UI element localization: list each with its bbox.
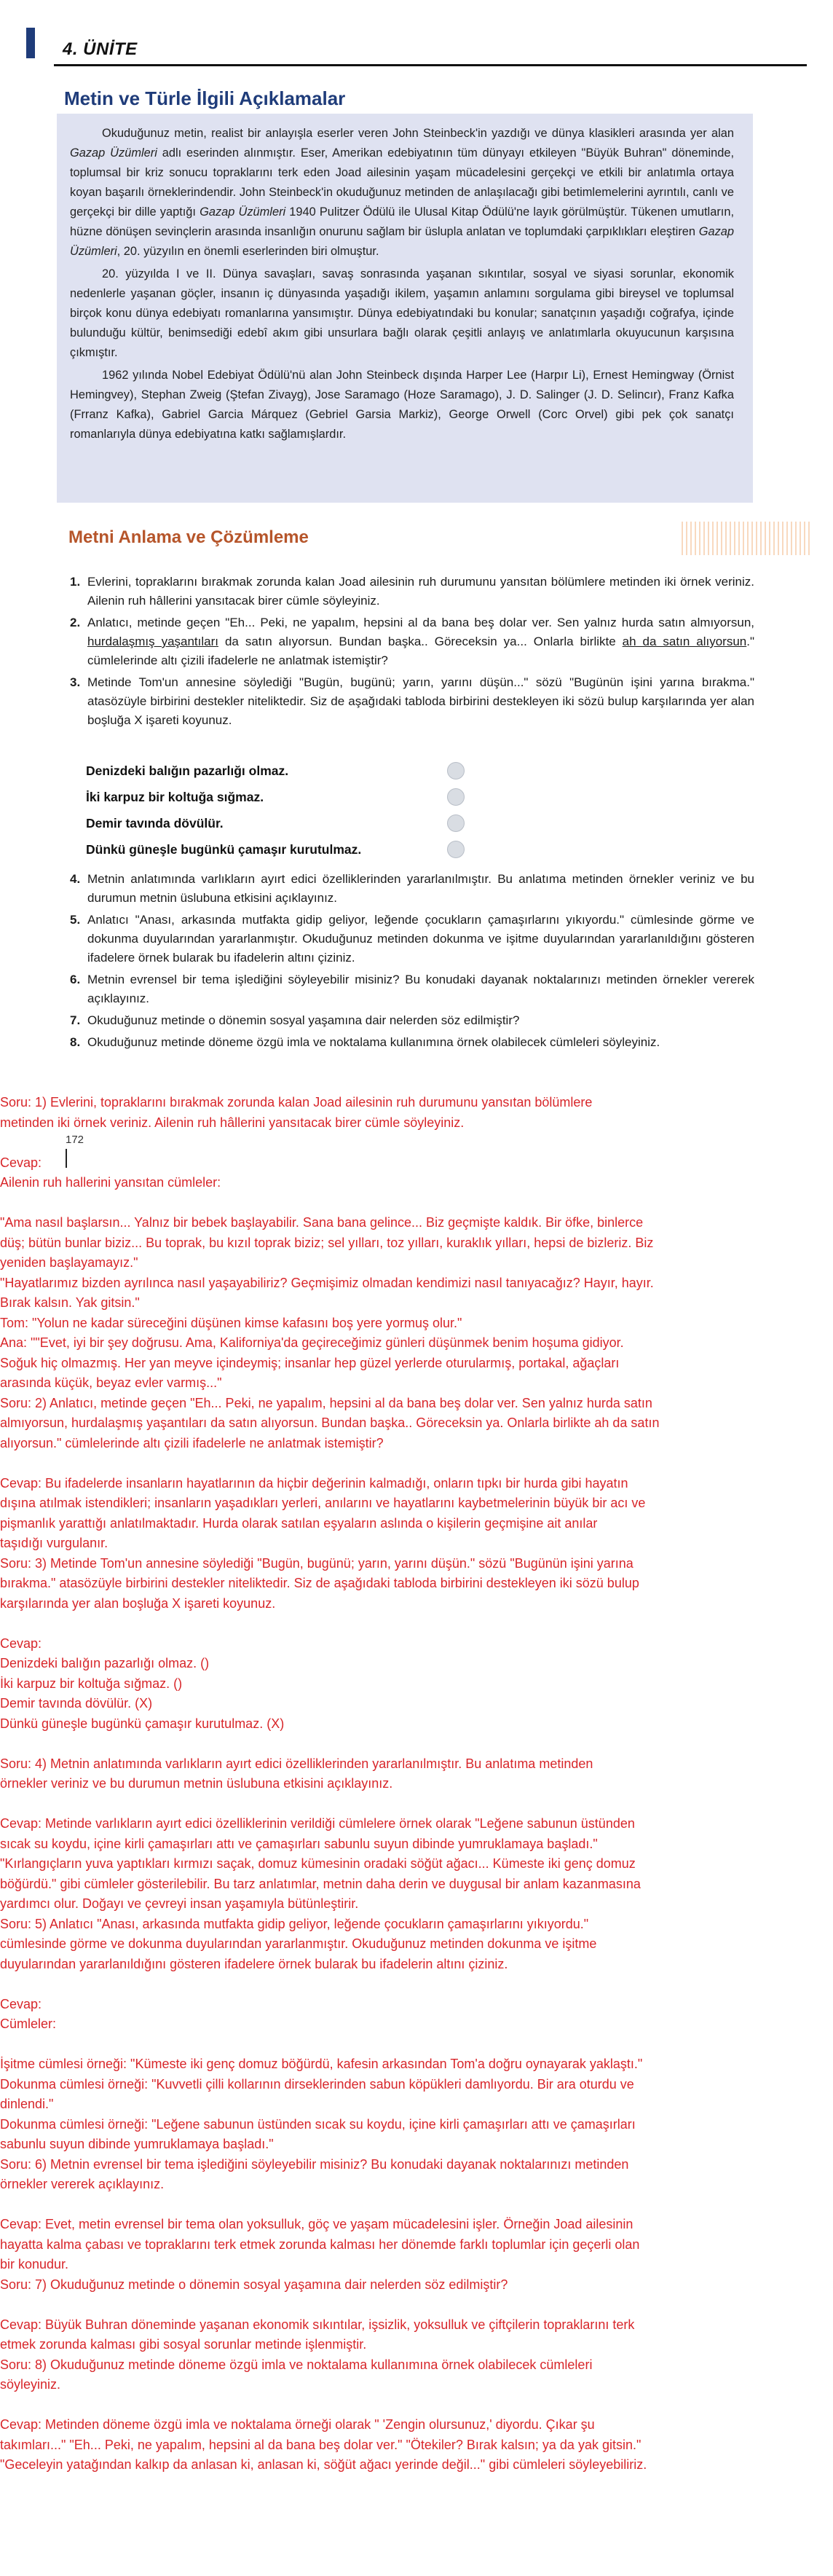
answer-line: cümlesinde görme ve dokunma duyularından yararlanmıştır. Okuduğunuz metinden dokunma ve işitme: [0, 1936, 597, 1951]
answer-line: Ana: ""Evet, iyi bir şey doğrusu. Ama, Kaliforniya'da geçireceğimiz günleri düşünmek benim hoşuma gidiyor.: [0, 1335, 624, 1350]
question-text: Okuduğunuz metinde o dönemin sosyal yaşamına dair nelerden söz edilmiştir?: [87, 1013, 520, 1027]
answer-line: [0, 2035, 833, 2055]
underlined-phrase: hurdalaşmış yaşantıları: [87, 635, 218, 648]
answer-line: alıyorsun." cümlelerinde altı çizili ifadelerle ne anlatmak istemiştir?: [0, 1435, 384, 1450]
answer-line: [0, 1734, 833, 1754]
answer-line: [0, 1193, 833, 1214]
section-title: Metin ve Türle İlgili Açıklamalar: [64, 87, 346, 109]
answer-line: "Kırlangıçların yuva yaptıkları kırmızı saçak, domuz kümesinin oradaki söğüt ağacı... Kümeste iki genç domuz: [0, 1856, 636, 1871]
answer-line: Cevap: Büyük Buhran döneminde yaşanan ekonomik sıkıntılar, işsizlik, yoksulluk ve çiftçilerin topraklarını terk: [0, 2317, 635, 2332]
question-number: 8.: [70, 1035, 81, 1049]
analysis-title: Metni Anlama ve Çözümleme: [68, 527, 309, 547]
answer-line: sabunlu suyun dibinde yumruklamaya başladı.": [0, 2137, 274, 2151]
proverb-row: [86, 836, 465, 863]
answer-line: [0, 2295, 833, 2315]
answer-line: Cümleler:: [0, 2017, 57, 2031]
proverb-text: İki karpuz bir koltuğa sığmaz.: [86, 789, 264, 804]
answer-line: Ailenin ruh hallerini yansıtan cümleler:: [0, 1175, 221, 1190]
answer-line: Cevap:: [0, 1155, 42, 1170]
answer-line: bir konudur.: [0, 2257, 69, 2271]
question-number: 2.: [70, 616, 81, 629]
answer-line: [0, 1794, 833, 1815]
answer-line: karşılarında yer alan boşluğa X işareti koyunuz.: [0, 1595, 276, 1611]
answer-line: almıyorsun, hurdalaşmış yaşantıları da satın alıyorsun. Bundan başka.. Göreceksin ya. Onlarla birlikte ah da satın: [0, 1415, 660, 1430]
page-number: 172: [66, 1134, 84, 1146]
explanation-paragraph-1: [70, 124, 734, 262]
explanation-paragraph-3: 1962 yılında Nobel Edebiyat Ödülü'nü alan John Steinbeck dışında Harper Lee (Harpır Li), Ernest Hemingway (Örnist Hemingvey), Stephan Zweig (Ştefan Zivayg), Jose Saramago (Hoze Saramago), J. D. Salinger (J. D. Selincır), Franz Kafka (Frranz Kafka), Gabriel Garcia Márquez (Gebriel Garsia Markiz), George Orwell (Corc Orvel) gibi pek çok sanatçı romanlarıyla dünya edebiyatına katkı sağlamışlardır.: [70, 369, 734, 441]
answer-line: hayatta kalma çabası ve topraklarını terk etmek zorunda kalması her dönemde farklı toplumlar için geçerli olan: [0, 2237, 640, 2252]
p1-text-b: adlı eserinden alınmıştır. Eser, Amerikan edebiyatının tüm dünyayı etkileyen "Büyük Buhran" döneminde, toplumsal bir kriz sonucu topraklarını terk eden Joad ailesinin yaşam mücadelesini gerçekçi ve etkili bir anlatımla ortaya koyan başarılı örneklerindendir. John Steinbeck'in okuduğunuz metinden de anlaşılacağı gibi betimlemelerini ayrıntılı, canlı ve gerçekçi bir dille yaptığı: [70, 146, 734, 219]
answer-line: etmek zorunda kalması gibi sosyal sorunlar metinde işlenmiştir.: [0, 2337, 367, 2352]
answer-line: takımları..." "Eh... Peki, ne yapalım, hepsini al da bana beş dolar ver." "Ötekiler? Bırak kalsın; ya da yak gitsin.": [0, 2437, 641, 2452]
question-text: Metnin anlatımında varlıkların ayırt edici özelliklerinden yararlanılmıştır. Bu anlatıma metinden örnekler veriniz ve bu durumun metnin üslubuna etkisini açıklayınız.: [87, 872, 754, 905]
proverb-text: Denizdeki balığın pazarlığı olmaz.: [86, 763, 289, 778]
answer-line: Bırak kalsın. Yak gitsin.": [0, 1295, 140, 1310]
answer-line: Cevap: Evet, metin evrensel bir tema olan yoksulluk, göç ve yaşam mücadelesini işler. Örneğin Joad ailesinin: [0, 2217, 633, 2231]
question-4: [70, 870, 754, 908]
answer-line: Soru: 6) Metnin evrensel bir tema işlediğini söyleyebilir misiniz? Bu konudaki dayanak noktalarınızı metinden: [0, 2156, 629, 2172]
answer-line: Dünkü güneşle bugünkü çamaşır kurutulmaz. (X): [0, 1716, 285, 1731]
question-text: Anlatıcı "Anası, arkasında mutfakta gidip geliyor, leğende çocukların çamaşırlarını yıkıyordu." cümlesinde görme ve dokunma duyularından yararlanmıştır. Okuduğunuz metinden dokunma ve işitme duyularından yararlanıldığını gösteren ifadelere örnek bularak bu ifadelerin altını çiziniz.: [87, 913, 754, 965]
answer-line: Dokunma cümlesi örneği: "Leğene sabunun üstünden sıcak su koydu, içine kirli çamaşırları attı ve çamaşırları: [0, 2116, 636, 2132]
answer-line: Cevap: Metinden döneme özgü imla ve noktalama örneği olarak " 'Zengin olursunuz,' diyordu. Çıkar şu: [0, 2417, 595, 2432]
answer-line: Cevap:: [0, 1635, 42, 1651]
proverb-checkbox[interactable]: [447, 788, 465, 806]
question-text: Metnin evrensel bir tema işlediğini söyleyebilir misiniz? Bu konudaki dayanak noktalarınızı metinden örnekler vererek açıklayınız.: [87, 973, 754, 1005]
question-text: Evlerini, topraklarını bırakmak zorunda kalan Joad ailesinin ruh durumunu yansıtan bölümlere metinden iki örnek veriniz. Ailenin ruh hâllerini yansıtacak birer cümle söyleyiniz.: [87, 575, 754, 608]
unit-divider: [54, 64, 807, 66]
explanation-paragraph-2: 20. yüzyılda I ve II. Dünya savaşları, savaş sonrasında yaşanan sıkıntılar, sosyal ve siyasi sorunlar, ekonomik nedenlerle yaşanan göçler, insanın iç dünyasında yaşadığı ikilem, yaşamın anlamını sorgulama gibi bireysel ve toplumsal birçok konu dünya edebiyatı romanlarına yansımıştır. Dünya edebiyatındaki bu konular; sanatçının yaşadığı coğrafya, içinde bulunduğu kültür, benimsediği edebî akım gibi unsurlara bağlı olarak çeşitli anlayış ve anlatımlarla okuyucunun karşısına çıkmıştır.: [70, 267, 734, 359]
question-6: [70, 970, 754, 1008]
answer-line: pişmanlık yarattığı anlatılmaktadır. Hurda olarak satılan eşyaların aslında o kişilerin geçmişine ait anılar: [0, 1515, 598, 1531]
answer-line: [0, 2195, 833, 2215]
question-text: [87, 613, 754, 670]
question-number: 6.: [70, 973, 81, 986]
answer-line: örnekler veriniz ve bu durumun metnin üslubuna etkisini açıklayınız.: [0, 1776, 393, 1791]
answer-line: Soru: 4) Metnin anlatımında varlıkların ayırt edici özelliklerinden yararlanılmıştır. Bu anlatıma metinden: [0, 1756, 593, 1771]
question-list-continued: [70, 870, 754, 1055]
book-title: Gazap Üzümleri: [70, 225, 734, 258]
answer-line: Cevap: Metinde varlıkların ayırt edici özelliklerinin verildiği cümlelere örnek olarak "Leğene sabunun üstünden: [0, 1816, 635, 1831]
answer-line: söyleyiniz.: [0, 2377, 61, 2392]
answer-line: dinlendi.": [0, 2097, 54, 2111]
answer-line: dışına atılmak istendikleri; insanların yaşadıkları yerleri, anılarını ve hayatlarını kaybetmelerinin büyük bir acı ve: [0, 1496, 646, 1510]
proverb-row: [86, 784, 465, 810]
answer-line: arasında küçük, beyaz evler varmış...": [0, 1375, 222, 1390]
answer-line: [0, 1453, 833, 1474]
p1-text-d: , 20. yüzyılın en önemli eserlerinden biri olmuştur.: [117, 245, 379, 258]
question-text: Okuduğunuz metinde döneme özgü imla ve noktalama kullanımına örnek olabilecek cümleleri söyleyiniz.: [87, 1035, 660, 1049]
question-3: [70, 673, 754, 730]
question-1: [70, 573, 754, 610]
answer-line: [0, 1974, 833, 1995]
answer-line: duyularından yararlanıldığını gösteren ifadelere örnek bularak bu ifadelerin altını çiziniz.: [0, 1956, 508, 1971]
p1-text-a: Okuduğunuz metin, realist bir anlayışla eserler veren John Steinbeck'in yazdığı ve dünya klasikleri arasında yer alan: [102, 127, 734, 140]
proverb-text: Demir tavında dövülür.: [86, 815, 224, 830]
answer-line: Soğuk hiç olmazmış. Her yan meyve içindeymiş; insanlar hep güzel yerlerde oturularmış, portakal, ağaçları: [0, 1355, 620, 1370]
answer-line: İşitme cümlesi örneği: "Kümeste iki genç domuz böğürdü, kafesin arkasından Tom'a doğru oynayarak yaklaştı.": [0, 2057, 643, 2071]
answer-line: taşıdığı vurgulanır.: [0, 1536, 108, 1550]
question-number: 1.: [70, 575, 81, 589]
proverb-row: [86, 810, 465, 836]
answer-line: [0, 1614, 833, 1634]
answer-line: Soru: 2) Anlatıcı, metinde geçen "Eh... Peki, ne yapalım, hepsini al da bana beş dolar ver. Sen yalnız hurda satın: [0, 1395, 652, 1410]
answer-line: Tom: "Yolun ne kadar süreceğini düşünen kimse kafasını boş yere yormuş olur.": [0, 1315, 462, 1330]
unit-accent-bar: [26, 28, 35, 58]
answer-line: Soru: 3) Metinde Tom'un annesine söylediği "Bugün, bugünü; yarın, yarını düşün." sözü "Bugünün işini yarına: [0, 1555, 633, 1571]
answer-line: [0, 2395, 833, 2416]
question-2: [70, 613, 754, 670]
question-7: [70, 1011, 754, 1030]
question-number: 3.: [70, 675, 81, 689]
answer-line: böğürdü." gibi cümleler gösterilebilir. Bu tarz anlatımlar, metnin daha derin ve duygusal bir anlam kazanmasına: [0, 1876, 641, 1891]
answer-line: "Geceleyin yatağından kalkıp da anlasan ki, anlasan ki, söğüt ağacı yerinde değil..." gibi cümleleri söyleyebiliriz.: [0, 2457, 647, 2472]
question-5: [70, 911, 754, 967]
answer-line: Soru: 5) Anlatıcı "Anası, arkasında mutfakta gidip geliyor, leğende çocukların çamaşırlarını yıkıyordu.": [0, 1916, 589, 1931]
proverb-text: Dünkü güneşle bugünkü çamaşır kurutulmaz.: [86, 841, 362, 857]
p1-text-c: 1940 Pulitzer Ödülü ile Ulusal Kitap Ödülü'ne layık görülmüştür. Tükenen umutların, hüzne dönüşen sevinçlerin arasında insanlığın onurunu sağlam bir üslupla anlatan ve toplumdaki çarpıklıkları eleştiren: [70, 205, 734, 238]
answer-line: Soru: 8) Okuduğunuz metinde döneme özgü imla ve noktalama kullanımına örnek olabilecek cümleleri: [0, 2357, 593, 2372]
question-text: Metinde Tom'un annesine söylediği "Bugün, bugünü; yarın, yarını düşün..." sözü "Bugünün işini yarına bırakma." atasözüyle birbirini destekler niteliktedir. Siz de aşağıdaki tabloda birbirini destekleyen iki sözü bulup karşılarında yer alan boşluğa X işareti koyunuz.: [87, 675, 754, 727]
unit-header: [26, 28, 807, 68]
answer-line: Demir tavında dövülür. (X): [0, 1696, 153, 1711]
answer-line: İki karpuz bir koltuğa sığmaz. (): [0, 1676, 183, 1691]
question-number: 7.: [70, 1013, 81, 1027]
proverb-checkbox[interactable]: [447, 762, 465, 780]
answer-line: yeniden başlayamayız.": [0, 1255, 138, 1270]
proverb-row: [86, 758, 465, 784]
answer-line: yardımcı olur. Doğayı ve çevreyi insan yaşamıyla bütünleştirir.: [0, 1896, 359, 1911]
answer-line: Soru: 7) Okuduğunuz metinde o dönemin sosyal yaşamına dair nelerden söz edilmiştir?: [0, 2277, 508, 2292]
answer-line: örnekler vererek açıklayınız.: [0, 2177, 165, 2191]
answer-line: Cevap:: [0, 1996, 42, 2011]
answer-line: düş; bütün bunlar biziz... Bu toprak, bu kızıl toprak biziz; sel yılları, toz yılları, kuraklık yılları, hepsi de bizleriz. Biz: [0, 1235, 654, 1250]
answer-line: Cevap: Bu ifadelerde insanların hayatlarının da hiçbir değerinin kalmadığı, onların tıpkı bir hurda gibi hayatın: [0, 1475, 628, 1491]
proverb-table: [86, 758, 465, 863]
analysis-header-band: [26, 522, 813, 555]
answer-line: Soru: 1) Evlerini, topraklarını bırakmak zorunda kalan Joad ailesinin ruh durumunu yansıtan bölümlere: [0, 1095, 593, 1110]
explanation-box: [57, 114, 753, 503]
answer-line: [0, 1133, 833, 1153]
proverb-checkbox[interactable]: [447, 814, 465, 832]
question-list: [70, 573, 754, 733]
question-8: [70, 1033, 754, 1052]
proverb-checkbox[interactable]: [447, 841, 465, 858]
book-title: Gazap Üzümleri: [200, 205, 286, 219]
unit-title: 4. ÜNİTE: [63, 39, 138, 59]
answer-line: "Ama nasıl başlarsın... Yalnız bir bebek başlayabilir. Sana bana gelince... Biz geçmişte kaldık. Bir öfke, binlerce: [0, 1215, 644, 1230]
book-title: Gazap Üzümleri: [70, 146, 157, 160]
answer-line: Denizdeki balığın pazarlığı olmaz. (): [0, 1656, 210, 1670]
question-number: 4.: [70, 872, 81, 886]
question-number: 5.: [70, 913, 81, 927]
answer-line: sıcak su koydu, içine kirli çamaşırları attı ve çamaşırları sabunlu suyun dibinde yumruklamaya başladı.": [0, 1836, 598, 1851]
answer-line: Dokunma cümlesi örneği: "Kuvvetli çilli kollarının dirseklerinden sabun köpükleri damlıyordu. Bir ara oturdu ve: [0, 2076, 634, 2092]
q2-text-a: Anlatıcı, metinde geçen "Eh... Peki, ne yapalım, hepsini al da bana beş dolar ver. Sen yalnız hurda satın almıyorsun,: [87, 616, 754, 629]
answer-line: bırakma." atasözüyle birbirini destekler niteliktedir. Siz de aşağıdaki tabloda birbirini destekleyen iki sözü bulup: [0, 1576, 639, 1590]
q2-text-b: da satın alıyorsun. Bundan başka.. Göreceksin ya... Onlarla birlikte: [218, 635, 623, 648]
answer-line: "Hayatlarımız bizden ayrılınca nasıl yaşayabiliriz? Geçmişimiz olmadan kendimizi nasıl tanıyacağız? Hayır, hayır.: [0, 1275, 654, 1290]
q2-text-c: ." cümlelerinde altı çizili ifadelerle ne anlatmak istemiştir?: [87, 635, 754, 667]
underlined-phrase: ah da satın alıyorsun: [622, 635, 747, 648]
answer-line: metinden iki örnek veriniz. Ailenin ruh hâllerini yansıtacak birer cümle söyleyiniz.: [0, 1115, 465, 1130]
